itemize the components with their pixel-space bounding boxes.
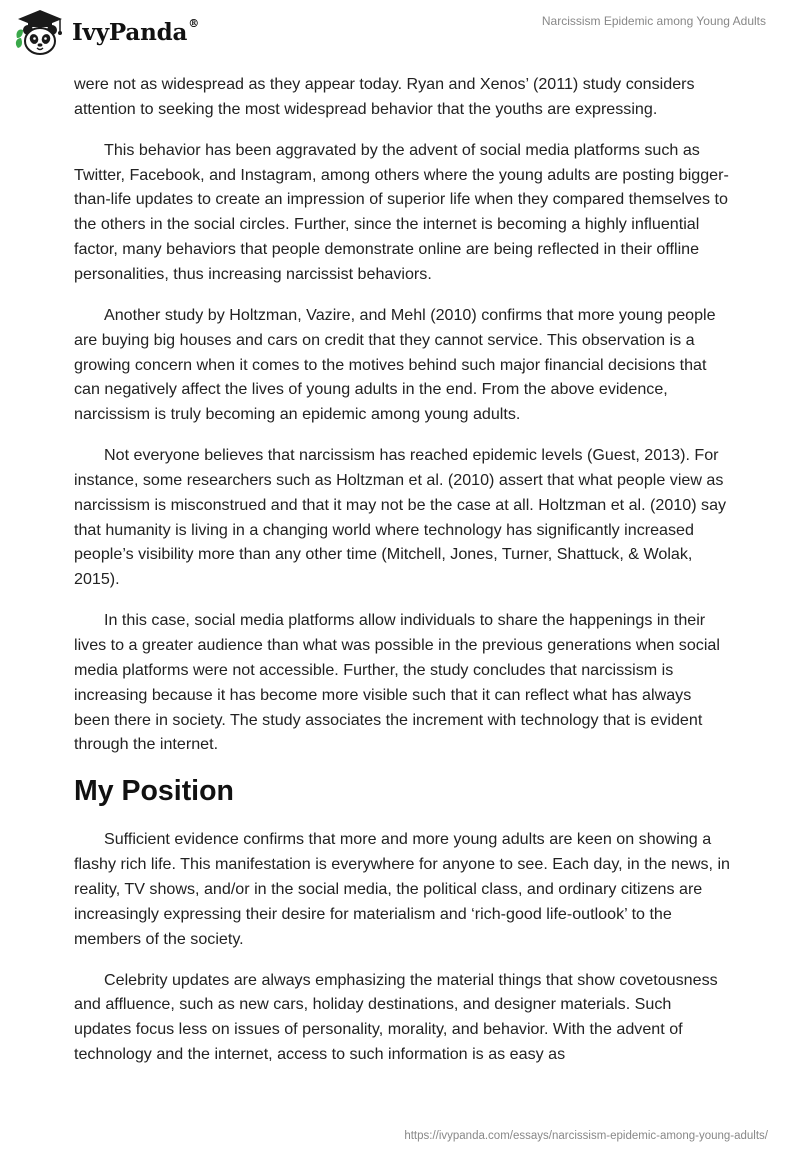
paragraph: This behavior has been aggravated by the advent of social media platforms such as Twitter, Facebook, and Instagram, among others where the young adults are posting bigger-than-life updates to create an impression of superior life when they compared themselves to the others in the social circles. Further, since the internet is becoming a highly influential factor, many behaviors that people demonstrate online are being reflected in their offline personalities, thus increasing narcissist behaviors. <box>74 140 729 283</box>
paragraph: Not everyone believes that narcissism has reached epidemic levels (Guest, 2013). For instance, some researchers such as Holtzman et al. (2010) assert that what people view as narcissism is misconstrued and that it may not be the case at all. Holtzman et al. (2010) say that humanity is living in a changing world where technology has significantly increased people’s visibility more than any other time (Mitchell, Jones, Turner, Shattuck, & Wolak, 2015). <box>74 446 727 589</box>
paragraph: Sufficient evidence confirms that more and more young adults are keen on showing a flashy rich life. This manifestation is everywhere for anyone to see. Each day, in the news, in reality, TV shows, and/or in the social media, the political class, and ordinary citizens are increasingly expressing their desire for materialism and ‘rich-good life-outlook’ to the members of the society. <box>74 830 731 948</box>
document-title: Narcissism Epidemic among Young Adults <box>541 14 766 28</box>
paragraph: In this case, social media platforms allow individuals to share the happenings in their lives to a greater audience than what was possible in the previous generations when social media platforms were not accessible. Further, the study concludes that narcissism is increasing because it has become more visible such that it can reflect what has always been there in society. The study associates the increment with technology that is evident through the internet. <box>74 611 720 754</box>
source-url[interactable]: https://ivypanda.com/essays/narcissism-epidemic-among-young-adults/ <box>404 1130 768 1142</box>
ivypanda-logo[interactable] <box>14 8 199 56</box>
panda-graduation-cap-icon <box>14 8 66 56</box>
section-heading-my-position: My Position <box>74 775 234 808</box>
registered-mark: ® <box>188 16 199 30</box>
paragraph: Another study by Holtzman, Vazire, and Mehl (2010) confirms that more young people are buying big houses and cars on credit that they cannot service. This observation is a growing concern when it comes to the motives behind such major financial decisions that can negatively affect the lives of young adults in the end. From the above evidence, narcissism is truly becoming an epidemic among young adults. <box>74 305 716 424</box>
brand-name: IvyPanda® <box>72 16 199 46</box>
paragraph: Celebrity updates are always emphasizing the material things that show covetousness and affluence, such as new cars, holiday destinations, and designer materials. Such updates focus less on issues of personality, morality, and behavior. With the advent of technology and the internet, access to such information is as easy as <box>74 970 718 1064</box>
essay-body <box>74 72 730 1083</box>
paragraph: were not as widespread as they appear today. Ryan and Xenos’ (2011) study considers attention to seeking the most widespread behavior that the youths are expressing. <box>74 75 695 118</box>
page-header <box>0 0 800 64</box>
